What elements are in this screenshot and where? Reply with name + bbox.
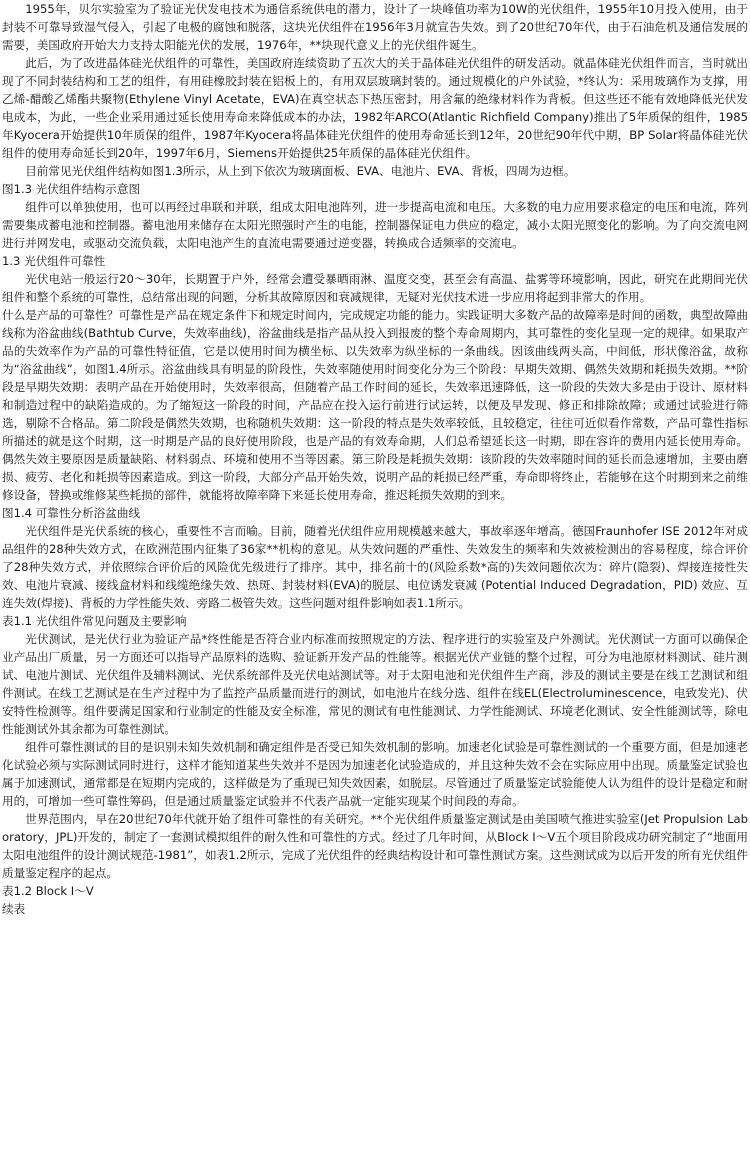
paragraph-pv-testing: 光伏测试，是光伏行业为验证产品*终性能是否符合业内标准而按照规定的方法、程序进行的实验室及户外测试。光伏测试一方面可以确保企业产品出厂质量，另一方面还可以指导产品原料的选购、验证新开发产品的性能等。根据光伏产业链的整个过程，可分为电池原材料测试、硅片测试、电池片测试、光伏组件及辅料测试、光伏系统部件及光伏电站测试等。对于太阳电池和光伏组件生产商，涉及的测试主要是在线工艺测试和组件测试。在线工艺测试是在生产过程中为了监控产品质量而进行的测试，如电池片在线分选、组件在线EL(Electroluminescence，电致发光)、伏安特性检测等。组件要满足国家和行业制定的性能及安全标准，常见的测试有电性能测试、力学性能测试、环境老化测试、安全性能测试等，除电性能测试外其余都为可靠性测试。 (2, 632, 748, 736)
paragraph-reliability-testing: 组件可靠性测试的目的是识别未知失效机制和确定组件是否受已知失效机制的影响。加速老化试验是可靠性测试的一个重要方面，但是加速老化试验必须与实际测试同时进行，这样才能知道某些失效并不是因为加速老化试验造成的，并且这种失效不会在实际应用中出现。质量鉴定试验也属于加速测试，通常都是在短期内完成的，这样做是为了重现已知失效因素，如脱层。尽管通过了质量鉴定试验能使人认为组件的设计是稳定和耐用的，可增加一些可靠性筹码，但是通过质量鉴定试验并不代表产品就一定能实现某个时间段的寿命。 (2, 740, 748, 808)
paragraph-array-usage: 组件可以单独使用，也可以再经过串联和并联，组成太阳电池阵列，进一步提高电流和电压。大多数的电力应用要求稳定的电压和电流，阵列需要集成蓄电池和控制器。蓄电池用来储存在太阳光照强时产生的电能，控制器保证电力供应的稳定，减小太阳光照变化的影响。为了向交流电网进行并网发电，或驱动交流负载，太阳电池产生的直流电需要通过逆变器，转换成合适频率的交流电。 (2, 200, 748, 250)
paragraph-bathtub-curve: 什么是产品的可靠性？可靠性是产品在规定条件下和规定时间内，完成规定功能的能力。实践证明大多数产品的故障率是时间的函数，典型故障曲线称为浴盆曲线(Bathtub Curve，失效率曲线)，浴盆曲线是指产品从投入到报废的整个寿命周期内，其可靠性的变化呈现一定的规律。如果取产品的失效率作为产品的可靠性特征值，它是以使用时间为横坐标、以失效率为纵坐标的一条曲线。因该曲线两头高，中间低，形状像浴盆，故称为“浴盆曲线”，如图1.4所示。浴盆曲线具有明显的阶段性，失效率随使用时间变化分为三个阶段：早期失效期、偶然失效期和耗损失效期。**阶段是早期失效期：表明产品在开始使用时，失效率很高，但随着产品工作时间的延长，失效率迅速降低，这一阶段的失效大多是由于设计、原材料和制造过程中的缺陷造成的。为了缩短这一阶段的时间，产品应在投入运行前进行试运转，以便及早发现、修正和排除故障；或通过试验进行筛选，剔除不合格品。第二阶段是偶然失效期，也称随机失效期：这一阶段的特点是失效率较低，且较稳定，往往可近似看作常数，产品可靠性指标所描述的就是这个时期，这一时期是产品的良好使用阶段，也是产品的有效寿命期，人们总希望延长这一时期，即在容许的费用内延长使用寿命。偶然失效主要原因是质量缺陷、材料弱点、环境和使用不当等因素。第三阶段是耗损失效期：该阶段的失效率随时间的延长而急速增加，主要由磨损、疲劳、老化和耗损等因素造成。到这一阶段，大部分产品开始失效，说明产品的耗损已经严重，寿命即将终止，若能够在这个时期到来之前维修设备，替换或维修某些耗损的部件，就能将故障率降下来延长使用寿命，推迟耗损失效期的到来。 (2, 308, 748, 502)
paragraph-jpl-history: 世界范围内，早在20世纪70年代就开始了组件可靠性的有关研究。**个光伏组件质量鉴定测试是由美国喷气推进实验室(Jet Propulsion Laboratory，JPL)开发的，制定了一套测试模拟组件的耐久性和可靠性的方式。经过了几年时间，从Block Ⅰ～Ⅴ五个项目阶段成功研究制定了“地面用太阳电池组件的设计测试规范-1981”，如表1.2所示，完成了光伏组件的经典结构设计和可靠性测试方案。这些测试成为以后开发的所有光伏组件质量鉴定程序的起点。 (2, 812, 748, 880)
paragraph-module-structure: 目前常见光伏组件结构如图1.3所示，从上到下依次为玻璃面板、EVA、电池片、EVA、背板，四周为边框。 (25, 164, 576, 178)
figure-caption-1-4: 图1.4 可靠性分析浴盆曲线 (2, 506, 141, 520)
section-heading-1-3: 1.3 光伏组件可靠性 (2, 254, 106, 268)
table-caption-1-2: 表1.2 Block Ⅰ～Ⅴ (2, 884, 94, 898)
paragraph-reliability-improvements: 此后，为了改进晶体硅光伏组件的可靠性，美国政府连续资助了五次大的关于晶体硅光伏组件的研发活动。就晶体硅光伏组件而言，当时就出现了不同封装结构和工艺的组件，有用硅橡胶封装在铝板上的，有用双层玻璃封装的。通过规模化的户外试验，*终认为：采用玻璃作为支撑，用乙烯-醋酸乙烯酯共聚物(Ethylene Vinyl Acetate，EVA)在真空状态下热压密封，用含氟的绝缘材料作为背板。但这些还不能有效地降低光伏发电成本，为此，一些企业采用通过延长使用寿命来降低成本的办法，1982年ARCO(Atlantic Richfield Company)推出了5年质保的组件，1985年Kyocera开始提供10年质保的组件，1987年Kyocera将晶体硅光伏组件的使用寿命延长到12年，20世纪90年代中期，BP Solar将晶体硅光伏组件的使用寿命延长到20年，1997年6月，Siemens开始提供25年质保的晶体硅光伏组件。 (2, 56, 748, 160)
table-continued-label: 续表 (2, 902, 26, 916)
figure-caption-1-3: 图1.3 光伏组件结构示意图 (2, 182, 141, 196)
table-caption-1-1: 表1.1 光伏组件常见问题及主要影响 (2, 614, 187, 628)
paragraph-station-lifetime: 光伏电站一般运行20～30年，长期置于户外，经常会遭受暴晒雨淋、温度交变，甚至会有高温、盐雾等环境影响，因此，研究在此期间光伏组件和整个系统的可靠性，总结常出现的问题，分析其故障原因和衰减规律，无疑对光伏技术进一步应用将起到非常大的作用。 (2, 272, 748, 304)
paragraph-failure-ranking: 光伏组件是光伏系统的核心，重要性不言而喻。目前，随着光伏组件应用规模越来越大，事故率逐年增高。德国Fraunhofer ISE 2012年对成品组件的28种失效方式，在欧洲范围内征集了36家**机构的意见。从失效问题的严重性、失效发生的频率和失效被检测出的容易程度，综合评价了28种失效方式，并依照综合评价后的风险优先级进行了排序。其中，排名前十的(风险系数*高的)失效问题依次为：碎片(隐裂)、焊接连接性失效、电池片衰减、接线盒材料和线缆绝缘失效、热斑、封装材料(EVA)的脱层、电位诱发衰减 (Potential Induced Degradation，PID) 效应、互连失效(焊接)、背板的力学性能失效、旁路二极管失效。这些问题对组件影响如表1.1所示。 (2, 524, 748, 610)
paragraph-history-bell-labs: 1955年，贝尔实验室为了验证光伏发电技术为通信系统供电的潜力，设计了一块峰值功率为10W的光伏组件，1955年10月投入使用，由于封装不可靠导致湿气侵入，引起了电极的腐蚀和脱落，这块光伏组件在1956年3月就宣告失效。到了20世纪70年代，由于石油危机及通信发展的需要，美国政府开始大力支持太阳能光伏的发展，1976年，**块现代意义上的光伏组件诞生。 (2, 2, 748, 52)
